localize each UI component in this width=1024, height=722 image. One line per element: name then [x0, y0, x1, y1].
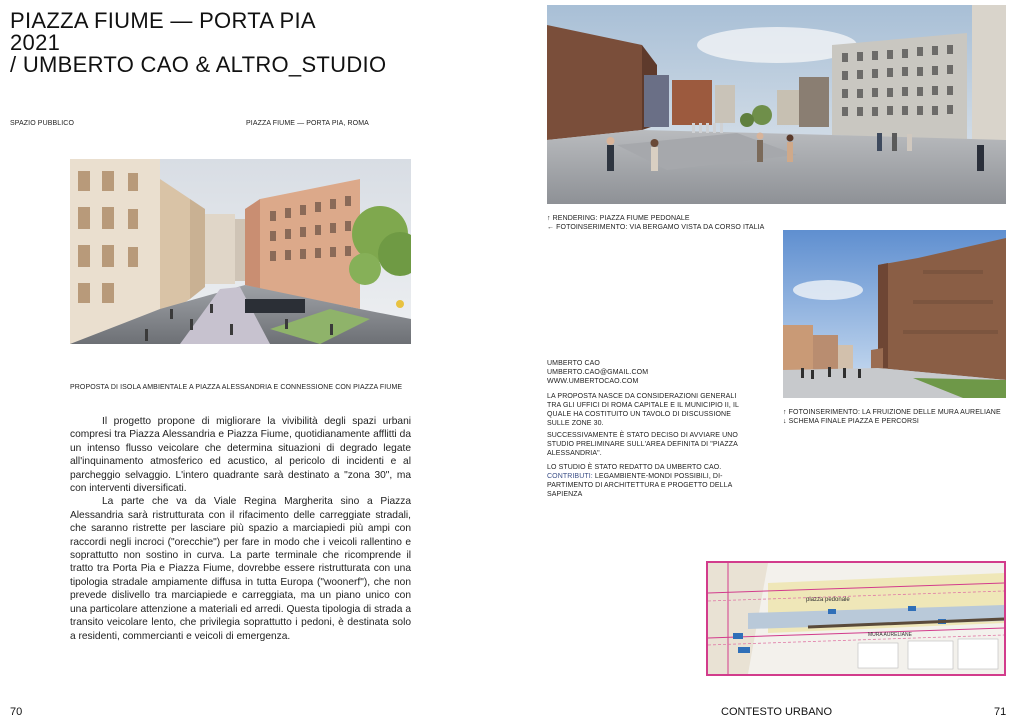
paragraph-1: Il progetto propone di migliorare la vivibilità degli spazi urbani compresi tra Piazza Alessandria e Piazza Fiume, quotidianamente afflitti da un intenso flusso veicolare che determina situazioni di degrado legate all'inquinamento atmosferico ed acustico, al pericolo di incidenti e al parcheggio selvaggio. L'intero quadrante sarà destinato a "zona 30", ma con interventi diversificati.	[70, 416, 411, 495]
category-label: SPAZIO PUBBLICO	[10, 120, 74, 127]
caption-wall-2: ↓ SCHEMA FINALE PIAZZA E PERCORSI	[783, 418, 919, 425]
credits	[547, 472, 752, 499]
contact-name: UMBERTO CAO	[547, 360, 600, 367]
title-line-2: 2021	[10, 30, 61, 55]
contact-email[interactable]: UMBERTO.CAO@GMAIL.COM	[547, 369, 649, 376]
title-line-1: PIAZZA FIUME — PORTA PIA	[10, 8, 316, 33]
aurelian-wall-image	[783, 230, 1006, 398]
paragraph-2: La parte che va da Viale Regina Margherita sino a Piazza Alessandria sarà ristrutturata con il rifacimento delle carreggiate stradali, che saranno ristrette per lasciare più spazio a marciapiedi più ampi con raccordi negli incroci ("orecchie") per fare in modo che i veicoli rallentino e soprattutto non sostino in curva. La parte terminale che ricomprende il tratto tra Porta Pia e Piazza Fiume, dovrebbe essere ristrutturata con una tipologia stradale ampiamente diffusa in tutta Europa ("woonerf"), che non prevede dislivello tra marciapiede e carreggiata, ma un piano unico con una particolare attenzione a materiali ed arredi. Questa tipologia di strada a transito veicolare lento, che privilegia soprattutto i pedoni, è destinata solo a residenti, commercianti e veicoli di emergenza.	[70, 496, 411, 642]
contact-website[interactable]: WWW.UMBERTOCAO.COM	[547, 378, 639, 385]
page-number-right: 71	[994, 706, 1007, 718]
location-label: PIAZZA FIUME — PORTA PIA, ROMA	[246, 120, 369, 127]
site-plan-map	[706, 561, 1006, 676]
caption-top-1: ↑ RENDERING: PIAZZA FIUME PEDONALE	[547, 215, 690, 222]
body-text	[70, 415, 411, 643]
image-caption: PROPOSTA DI ISOLA AMBIENTALE A PIAZZA ALESSANDRIA E CONNESSIONE CON PIAZZA FIUME	[70, 384, 403, 391]
map-label-piazza: piazza pedonale	[806, 597, 850, 603]
note-3: LO STUDIO È STATO REDATTO DA UMBERTO CAO.	[547, 464, 722, 471]
note-1: LA PROPOSTA NASCE DA CONSIDERAZIONI GENERALI TRA GLI UFFICI DI ROMA CAPITALE E IL MUNICIPIO II, IL QUALE HA COSTITUITO UN TAVOLO DI DISCUSSIONE SULLE ZONE 30.	[547, 393, 739, 427]
title-line-3: / UMBERTO CAO & ALTRO_STUDIO	[10, 52, 387, 77]
caption-top-2: ← FOTOINSERIMENTO: VIA BERGAMO VISTA DA CORSO ITALIA	[547, 224, 765, 231]
credits-text: LEGAMBIENTE-MONDI POSSIBILI, DI-PARTIMENTO DI ARCHITETTURA E PROGETTO DELLA SAPIENZA	[547, 473, 733, 498]
street-rendering-image	[70, 159, 411, 344]
map-label-wall: MURA AURELIANE	[868, 632, 912, 638]
credits-label: CONTRIBUTI:	[547, 473, 595, 480]
caption-wall-1: ↑ FOTOINSERIMENTO: LA FRUIZIONE DELLE MURA AURELIANE	[783, 409, 1001, 416]
section-label: CONTESTO URBANO	[721, 706, 833, 718]
page-number-left: 70	[10, 706, 23, 718]
piazza-rendering-image	[547, 5, 1006, 204]
note-2: SUCCESSIVAMENTE È STATO DECISO DI AVVIARE UNO STUDIO PRELIMINARE SULL'AREA DEFINITA DI "PIAZZA ALESSANDRIA".	[547, 432, 738, 457]
